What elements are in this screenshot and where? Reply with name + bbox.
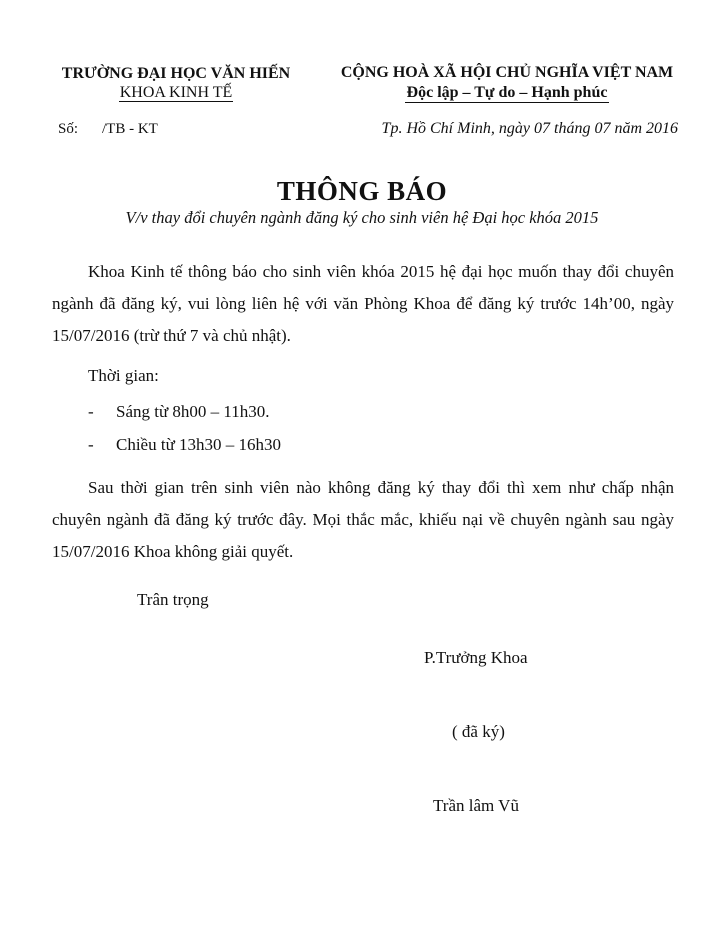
signer-name: Trần lâm Vũ [433,796,519,815]
organization-name: TRƯỜNG ĐẠI HỌC VĂN HIẾN [61,65,291,82]
document-number-code: /TB - KT [102,121,158,137]
document-number-label: Số: [58,121,79,137]
national-title: CỘNG HOÀ XÃ HỘI CHỦ NGHĨA VIỆT NAM [340,64,674,81]
document-number [58,121,158,138]
body-paragraph-1: Khoa Kinh tế thông báo cho sinh viên khóa 2015 hệ đại học muốn thay đổi chuyên ngành đã đăng ký, vui lòng liên hệ với văn Phòng Khoa để đăng ký trước 14h’00, ngày 15/07/2016 (trừ thứ 7 và chủ nhật). [52,262,674,345]
place-date: Tp. Hồ Chí Minh, ngày 07 tháng 07 năm 2016 [381,120,678,137]
body-paragraph-2: Sau thời gian trên sinh viên nào không đăng ký thay đổi thì xem như chấp nhận chuyên ngành đã đăng ký trước đây. Mọi thắc mắc, khiếu nại về chuyên ngành sau ngày 15/07/2016 Khoa không giải quyết. [52,478,674,561]
department-name [52,83,300,102]
bullet-marker: - [88,402,94,421]
motto-text: Độc lập – Tự do – Hạnh phúc [406,84,608,101]
document-title: THÔNG BÁO [276,176,448,206]
list-item [88,435,281,455]
department-label: KHOA KINH TẾ [119,84,233,101]
document-subtitle: V/v thay đổi chuyên ngành đăng ký cho sinh viên hệ Đại học khóa 2015 [125,208,599,227]
national-motto [328,83,686,102]
list-item [88,402,270,422]
signed-note: ( đã ký) [452,722,505,741]
time-label: Thời gian: [88,366,159,385]
list-item-text: Chiều từ 13h30 – 16h30 [116,435,282,454]
list-item-text: Sáng từ 8h00 – 11h30. [116,402,270,421]
bullet-marker: - [88,435,94,454]
closing-text: Trân trọng [137,590,209,609]
signer-title: P.Trưởng Khoa [424,648,528,667]
